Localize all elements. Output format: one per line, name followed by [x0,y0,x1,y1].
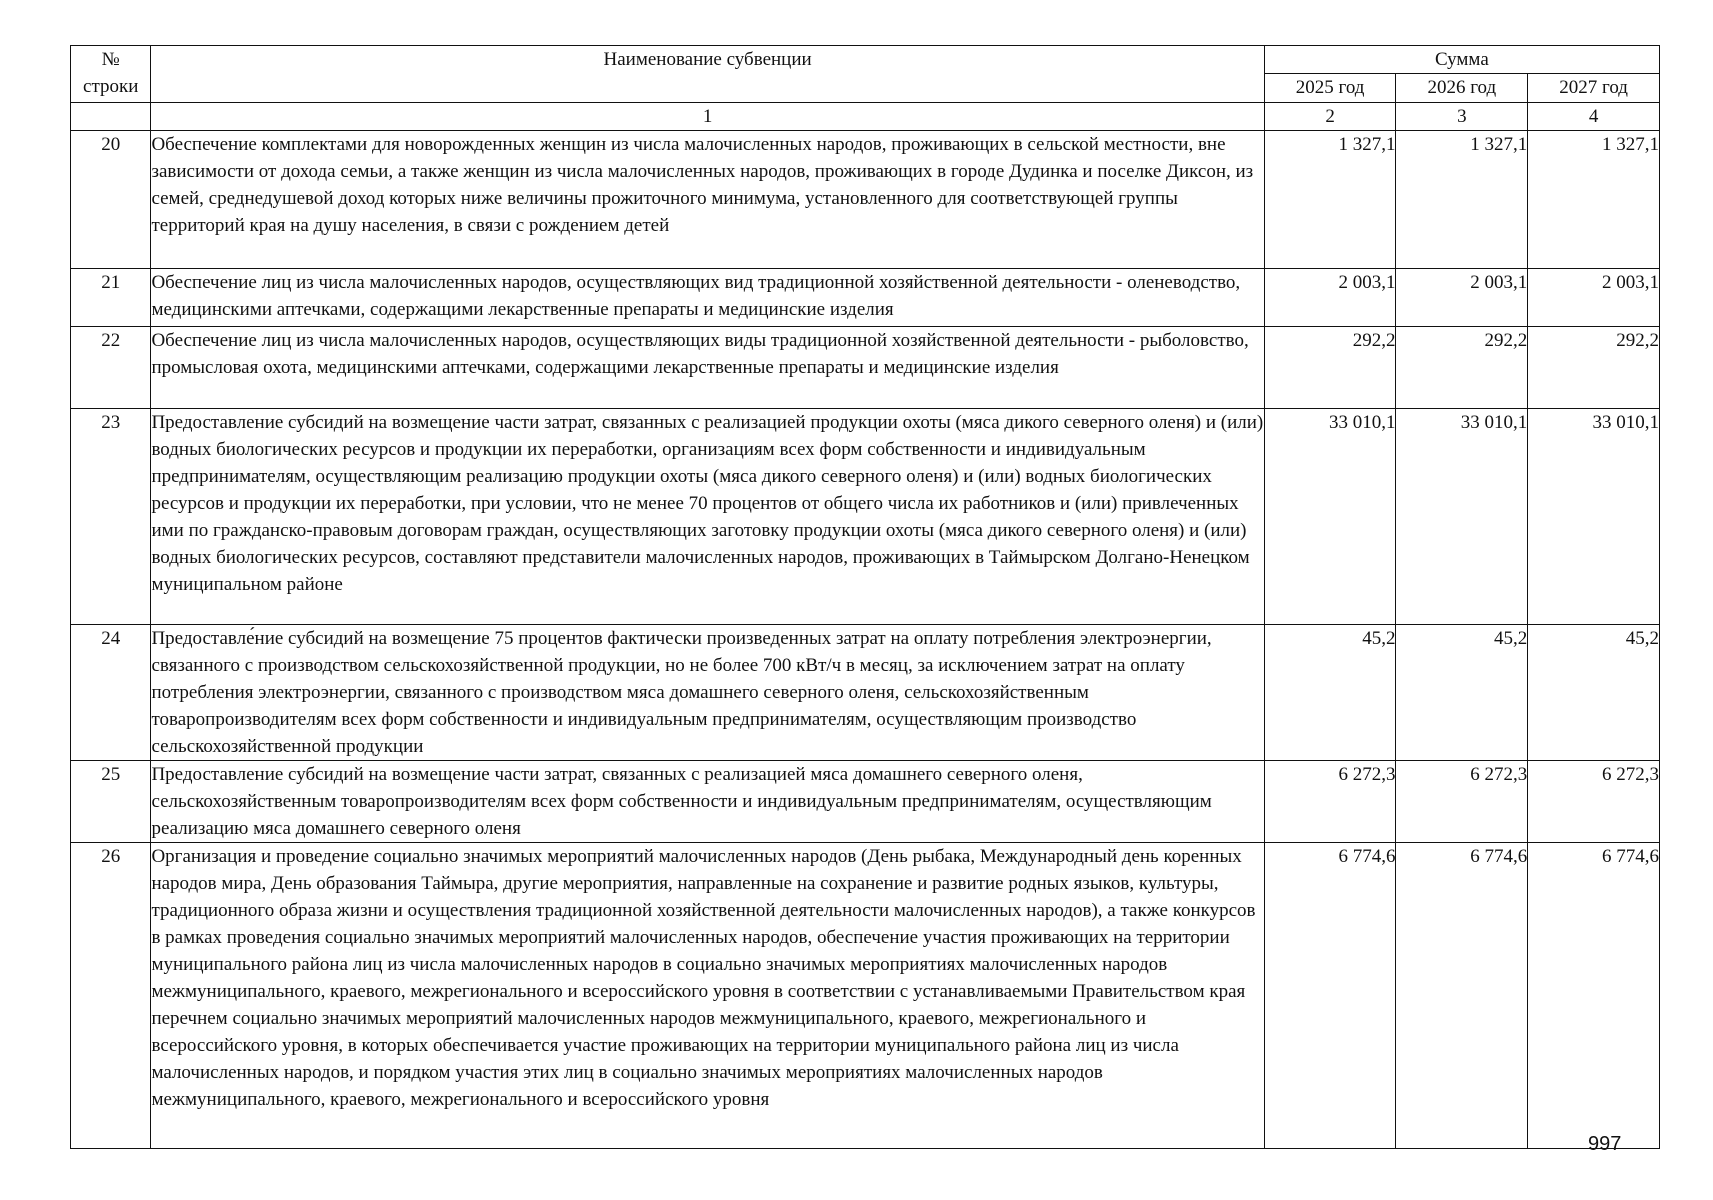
amount-2026: 292,2 [1396,327,1528,409]
amount-2026: 6 774,6 [1396,843,1528,1149]
year-2027-header: 2027 год [1528,74,1660,103]
row-number: 21 [71,269,151,327]
document-page [70,45,1660,1149]
row-number: 22 [71,327,151,409]
amount-2025: 6 774,6 [1264,843,1396,1149]
table-row [71,269,1660,327]
row-number-header [71,46,151,103]
table-header [71,46,1660,131]
row-number: 24 [71,625,151,761]
subvention-table [70,45,1660,1149]
table-row [71,843,1660,1149]
subvention-name: Обеспечение лиц из числа малочисленных народов, осуществляющих вид традиционной хозяйственной деятельности - оленеводство, медицинскими аптечками, содержащими лекарственные препараты и медицинские изделия [151,269,1264,327]
amount-2025: 292,2 [1264,327,1396,409]
table-body [71,131,1660,1149]
subvention-name: Предоставле́ние субсидий на возмещение 75 процентов фактически произведенных затрат на оплату потребления электроэнергии, связанного с производством сельскохозяйственной продукции, но не более 700 кВт/ч в месяц, за исключением затрат на оплату потребления электроэнергии, связанного с производством мяса домашнего северного оленя, сельскохозяйственным товаропроизводителям всех форм собственности и индивидуальным предпринимателям, осуществляющим производство сельскохозяйственной продукции [151,625,1264,761]
amount-2025: 1 327,1 [1264,131,1396,269]
table-row [71,761,1660,843]
amount-2026: 2 003,1 [1396,269,1528,327]
column-index-row [71,103,1660,131]
subvention-name: Обеспечение комплектами для новорожденных женщин из числа малочисленных народов, проживающих в сельской местности, вне зависимости от дохода семьи, а также женщин из числа малочисленных народов, проживающих в городе Дудинка и поселке Диксон, из семей, среднедушевой доход которых ниже величины прожиточного минимума, установленного для соответствующей группы территорий края на душу населения, в связи с рождением детей [151,131,1264,269]
amount-2025: 45,2 [1264,625,1396,761]
table-row [71,409,1660,625]
sum-header: Сумма [1264,46,1659,74]
subvention-name-header: Наименование субвенции [151,46,1264,103]
table-row [71,131,1660,269]
amount-2027: 6 272,3 [1528,761,1660,843]
row-number: 26 [71,843,151,1149]
subvention-name: Предоставление субсидий на возмещение части затрат, связанных с реализацией продукции охоты (мяса дикого северного оленя) и (или) водных биологических ресурсов и продукции их переработки, организациям всех форм собственности и индивидуальным предпринимателям, осуществляющим реализацию продукции охоты (мяса дикого северного оленя) и (или) водных биологических ресурсов и продукции их переработки, при условии, что не менее 70 процентов от общего числа их работников и (или) привлеченных ими по гражданско-правовым договорам граждан, осуществляющих заготовку продукции охоты (мяса дикого северного оленя) и (или) водных биологических ресурсов, составляют представители малочисленных народов, проживающих в Таймырском Долгано-Ненецком муниципальном районе [151,409,1264,625]
amount-2025: 2 003,1 [1264,269,1396,327]
column-index-2: 2 [1264,103,1396,131]
row-number-header-line1: № [101,49,120,70]
row-number: 23 [71,409,151,625]
page-number: 997 [1588,1133,1622,1155]
amount-2027: 2 003,1 [1528,269,1660,327]
amount-2026: 6 272,3 [1396,761,1528,843]
table-row [71,327,1660,409]
amount-2025: 6 272,3 [1264,761,1396,843]
amount-2027: 33 010,1 [1528,409,1660,625]
amount-2027: 6 774,6 [1528,843,1660,1149]
column-index-empty [71,103,151,131]
column-index-1: 1 [151,103,1264,131]
subvention-name: Организация и проведение социально значимых мероприятий малочисленных народов (День рыбака, Международный день коренных народов мира, День образования Таймыра, другие мероприятия, направленные на сохранение и развитие родных языков, культуры, традиционного образа жизни и осуществления традиционной хозяйственной деятельности малочисленных народов), а также конкурсов в рамках проведения социально значимых мероприятий малочисленных народов, обеспечение участия проживающих на территории муниципального района лиц из числа малочисленных народов в социально значимых мероприятиях малочисленных народов межмуниципального, краевого, межрегионального и всероссийского уровня в соответствии с устанавливаемыми Правительством края перечнем социально значимых мероприятий малочисленных народов межмуниципального, краевого, межрегионального и всероссийского уровня, в которых обеспечивается участие проживающих на территории муниципального района лиц из числа малочисленных народов, и порядком участия этих лиц в социально значимых мероприятиях малочисленных народов межмуниципального, краевого, межрегионального и всероссийского уровня [151,843,1264,1149]
year-2026-header: 2026 год [1396,74,1528,103]
amount-2026: 45,2 [1396,625,1528,761]
table-row [71,625,1660,761]
subvention-name: Предоставление субсидий на возмещение части затрат, связанных с реализацией мяса домашнего северного оленя, сельскохозяйственным товаропроизводителям всех форм собственности и индивидуальным предпринимателям, осуществляющим реализацию мяса домашнего северного оленя [151,761,1264,843]
year-2025-header: 2025 год [1264,74,1396,103]
column-index-4: 4 [1528,103,1660,131]
amount-2027: 292,2 [1528,327,1660,409]
column-index-3: 3 [1396,103,1528,131]
subvention-name: Обеспечение лиц из числа малочисленных народов, осуществляющих виды традиционной хозяйственной деятельности - рыболовство, промысловая охота, медицинскими аптечками, содержащими лекарственные препараты и медицинские изделия [151,327,1264,409]
amount-2026: 1 327,1 [1396,131,1528,269]
amount-2027: 1 327,1 [1528,131,1660,269]
amount-2026: 33 010,1 [1396,409,1528,625]
amount-2025: 33 010,1 [1264,409,1396,625]
row-number: 20 [71,131,151,269]
row-number-header-line2: строки [83,76,139,97]
amount-2027: 45,2 [1528,625,1660,761]
row-number: 25 [71,761,151,843]
